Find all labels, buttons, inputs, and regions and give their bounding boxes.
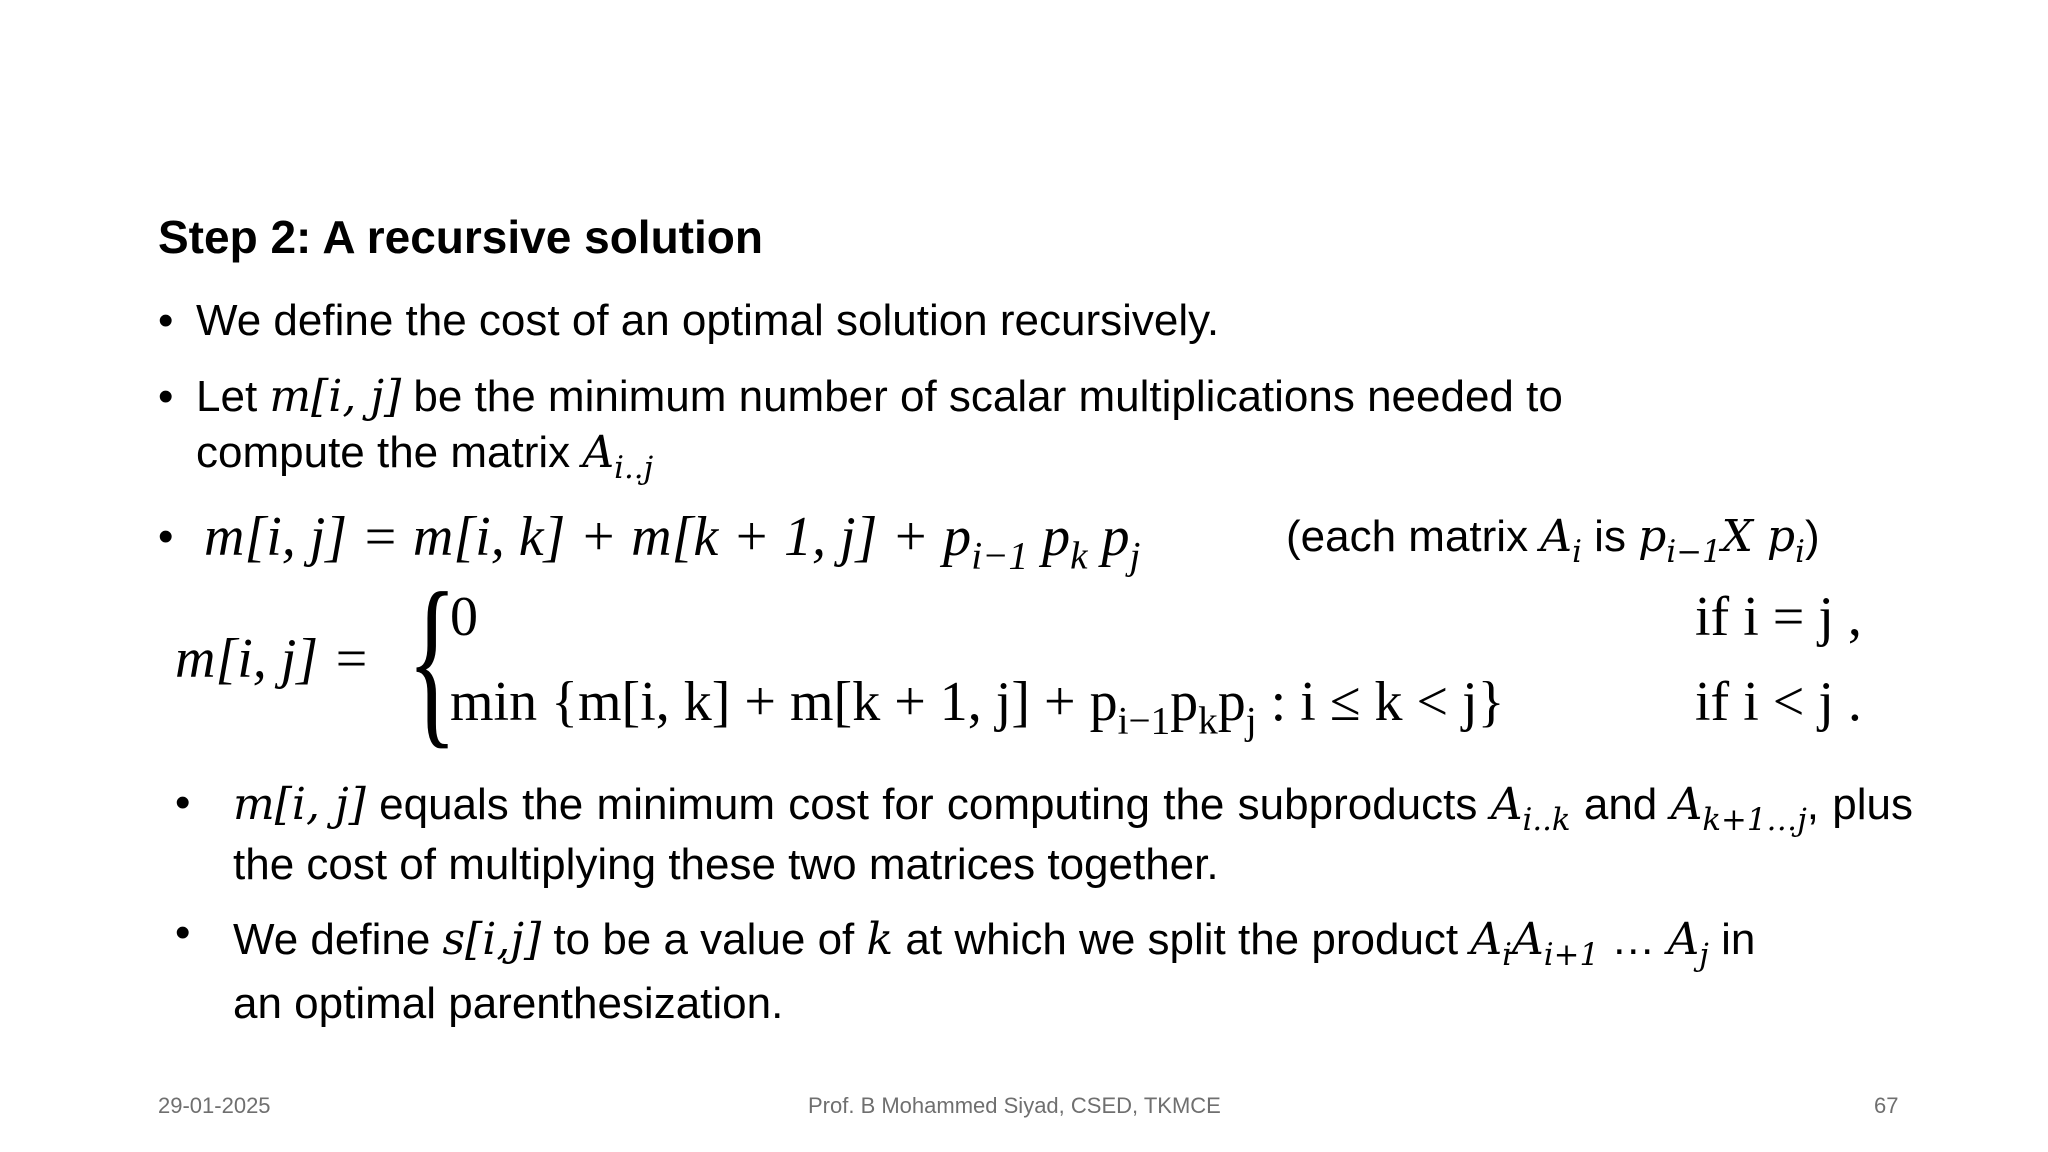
- bullet-5-A1-sub: i: [1502, 936, 1513, 973]
- bullet-2-line2: compute the matrix: [196, 428, 583, 477]
- note-p2-sub: i: [1795, 533, 1805, 570]
- recurrence-lhs: [175, 627, 370, 691]
- bullet-2-math-m: m[i, j]: [269, 371, 402, 422]
- slide-heading: Step 2: A recursive solution: [158, 211, 763, 263]
- bullet-5-A2-sub: i+1: [1543, 936, 1600, 973]
- note-X-p: X p: [1721, 511, 1796, 562]
- bullet-5-line2: an optimal parenthesization.: [233, 979, 784, 1028]
- formula-sub-k: k: [1070, 534, 1088, 578]
- bullet-5-pre: We define: [233, 915, 443, 964]
- bullet-5-line1: [233, 908, 1755, 972]
- footer-page-number: 67: [1874, 1093, 1899, 1118]
- bullet-marker: •: [158, 296, 174, 345]
- formula-sub-i-1: i−1: [971, 534, 1029, 578]
- bullet-5-A3-sub: j: [1699, 936, 1709, 973]
- bullet-4-and: and: [1570, 780, 1658, 829]
- case2-pk: p: [1170, 671, 1199, 733]
- bullet-4-A1: A: [1490, 779, 1523, 830]
- bullet-5-A2: A: [1512, 914, 1544, 965]
- bullet-marker: •: [158, 512, 174, 561]
- bullet-marker: •: [158, 372, 174, 421]
- formula-pj: p: [1087, 506, 1130, 568]
- bullet-marker: •: [175, 908, 191, 957]
- bullet-1-text: We define the cost of an optimal solution recursively.: [196, 296, 1220, 345]
- case2-sub-k: k: [1198, 699, 1218, 743]
- bullet-3-formula: [204, 506, 1141, 578]
- note-A: A: [1540, 511, 1573, 562]
- bullet-2-mid: be the minimum number of scalar multiplications needed to: [401, 372, 1563, 421]
- recurrence-lhs-text: m[i, j] =: [175, 628, 370, 690]
- bullet-4-text: [233, 775, 1913, 895]
- recurrence-cond-2: if i < j .: [1695, 671, 1862, 733]
- bullet-4-A2-sub: k+1…j: [1702, 801, 1807, 838]
- note-pre: (each matrix: [1286, 512, 1541, 561]
- bullet-5-A3: A: [1667, 914, 1700, 965]
- bullet-5-dots: …: [1599, 915, 1668, 964]
- recurrence-cond-1: if i = j ,: [1695, 586, 1862, 648]
- note-p: p: [1638, 511, 1667, 562]
- note-p-sub: i−1: [1666, 533, 1722, 570]
- formula-sub-j: j: [1129, 534, 1141, 578]
- formula-pk: p: [1028, 506, 1071, 568]
- recurrence-brace: {: [407, 555, 458, 765]
- case2-sub-i-1: i−1: [1117, 699, 1171, 743]
- bullet-5-post: in: [1708, 915, 1756, 964]
- note-close: ): [1804, 512, 1820, 561]
- bullet-5-A1: A: [1470, 914, 1503, 965]
- note-is: is: [1581, 512, 1639, 561]
- bullet-2-pre: Let: [196, 372, 270, 421]
- recurrence-case-2: [450, 670, 1505, 743]
- bullet-4-A1-sub: i..k: [1522, 801, 1571, 838]
- case2-sub-j: j: [1245, 699, 1257, 743]
- case2-pj: p: [1217, 671, 1246, 733]
- bullet-2-math-A-sub: i..j: [614, 449, 654, 486]
- bullet-5-mid: to be a value of: [541, 915, 867, 964]
- bullet-5-math-s: s[i,j]: [442, 914, 542, 965]
- bullet-5-mid2: at which we split the product: [893, 915, 1471, 964]
- bullet-2: [158, 368, 1563, 486]
- bullet-2-math-A: A: [582, 427, 615, 478]
- bullet-1: [158, 292, 1219, 350]
- bullet-3-note: [1286, 508, 1820, 570]
- bullet-5-math-k: k: [866, 914, 894, 965]
- footer-date: 29-01-2025: [158, 1093, 271, 1118]
- bullet-4-A2: A: [1670, 779, 1703, 830]
- recurrence-case-1: 0: [450, 586, 478, 648]
- bullet-4-math-m: m[i, j]: [233, 779, 366, 830]
- note-A-sub: i: [1572, 533, 1582, 570]
- bullet-3: [158, 506, 1820, 578]
- bullet-5: [233, 908, 1755, 1036]
- bullet-4-text2: , plus the cost of multiplying these two matrices together.: [233, 780, 1914, 889]
- footer-author: Prof. B Mohammed Siyad, CSED, TKMCE: [808, 1093, 1221, 1118]
- case2-pre: min {m[i, k] + m[k + 1, j] + p: [450, 671, 1118, 733]
- bullet-4-text1: equals the minimum cost for computing the subproducts: [365, 780, 1491, 829]
- formula-main: m[i, j] = m[i, k] + m[k + 1, j] + p: [204, 506, 972, 568]
- case2-post: : i ≤ k < j}: [1256, 671, 1505, 733]
- recurrence-formula: [175, 555, 1915, 765]
- bullet-marker: •: [175, 778, 191, 827]
